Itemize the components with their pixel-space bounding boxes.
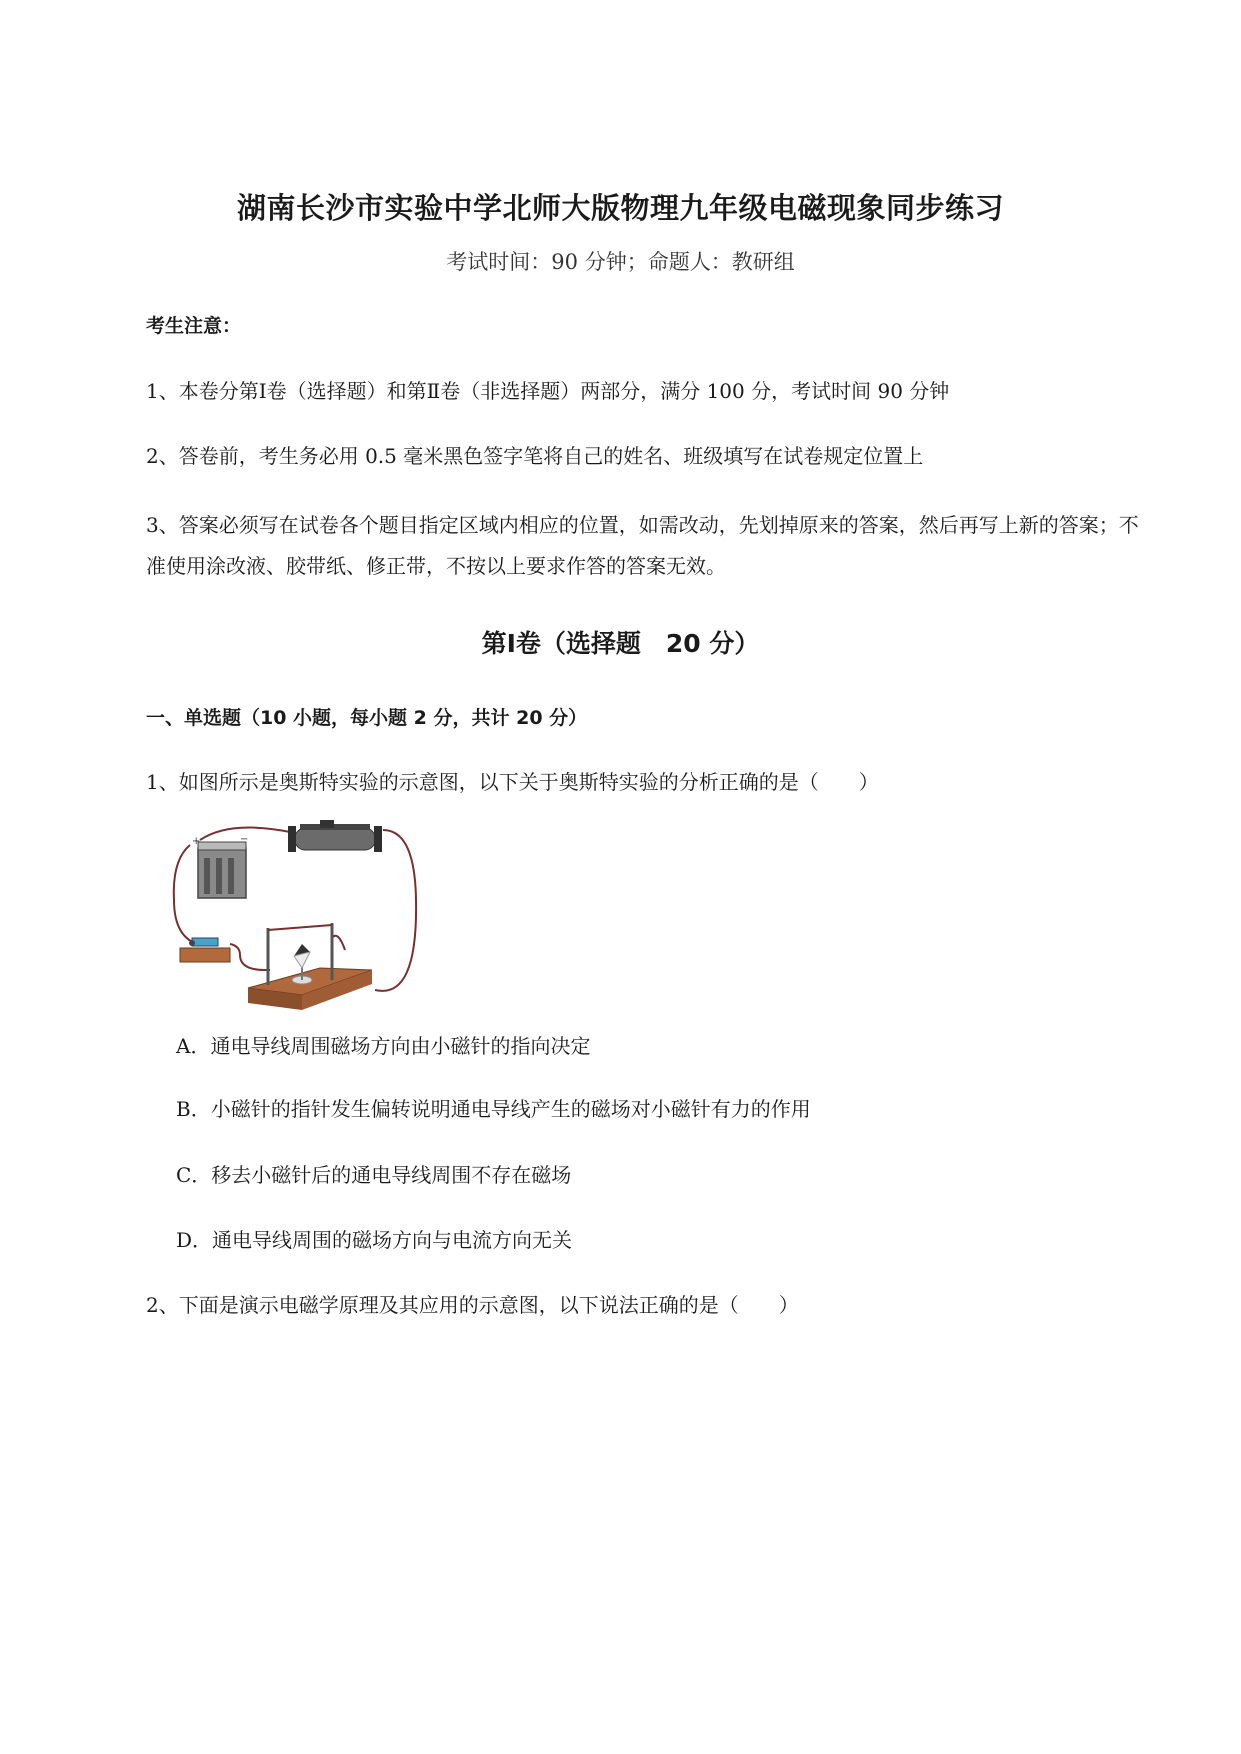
question-1-option-b: B．小磁针的指针发生偏转说明通电导线产生的磁场对小磁针有力的作用 (176, 1097, 811, 1121)
svg-text:+: + (192, 836, 201, 847)
notice-heading: 考生注意： (146, 315, 242, 337)
section-title: 第Ⅰ卷（选择题 20 分） (481, 629, 760, 658)
exam-subtitle: 考试时间：90 分钟；命题人：教研组 (446, 250, 795, 274)
notice-item-3: 3、答案必须写在试卷各个题目指定区域内相应的位置，如需改动，先划掉原来的答案，然后再写上新的答案；不准使用涂改液、胶带纸、修正带，不按以上要求作答的答案无效。 (146, 513, 1139, 578)
oersted-experiment-figure (170, 820, 430, 1020)
rheostat-icon (288, 820, 382, 852)
notice-item-1: 1、本卷分第Ⅰ卷（选择题）和第Ⅱ卷（非选择题）两部分，满分 100 分，考试时间 90 分钟 (146, 379, 950, 403)
question-1-option-c: C．移去小磁针后的通电导线周围不存在磁场 (176, 1163, 572, 1187)
question-2-stem: 2、下面是演示电磁学原理及其应用的示意图，以下说法正确的是（ ） (146, 1293, 799, 1317)
battery-icon (192, 834, 248, 898)
compass-needle-icon (292, 944, 312, 984)
exam-title: 湖南长沙市实验中学北师大版物理九年级电磁现象同步练习 (236, 191, 1004, 225)
svg-text:−: − (240, 834, 249, 845)
notice-item-2: 2、答卷前，考生务必用 0.5 毫米黑色签字笔将自己的姓名、班级填写在试卷规定位置上 (146, 444, 924, 468)
question-1-option-a: A．通电导线周围磁场方向由小磁针的指向决定 (176, 1034, 591, 1058)
switch-icon (180, 938, 230, 962)
question-1-stem: 1、如图所示是奥斯特实验的示意图，以下关于奥斯特实验的分析正确的是（ ） (146, 770, 879, 794)
wooden-base (248, 923, 372, 1010)
part-heading: 一、单选题（10 小题，每小题 2 分，共计 20 分） (146, 707, 588, 729)
question-1-option-d: D．通电导线周围的磁场方向与电流方向无关 (176, 1228, 573, 1252)
